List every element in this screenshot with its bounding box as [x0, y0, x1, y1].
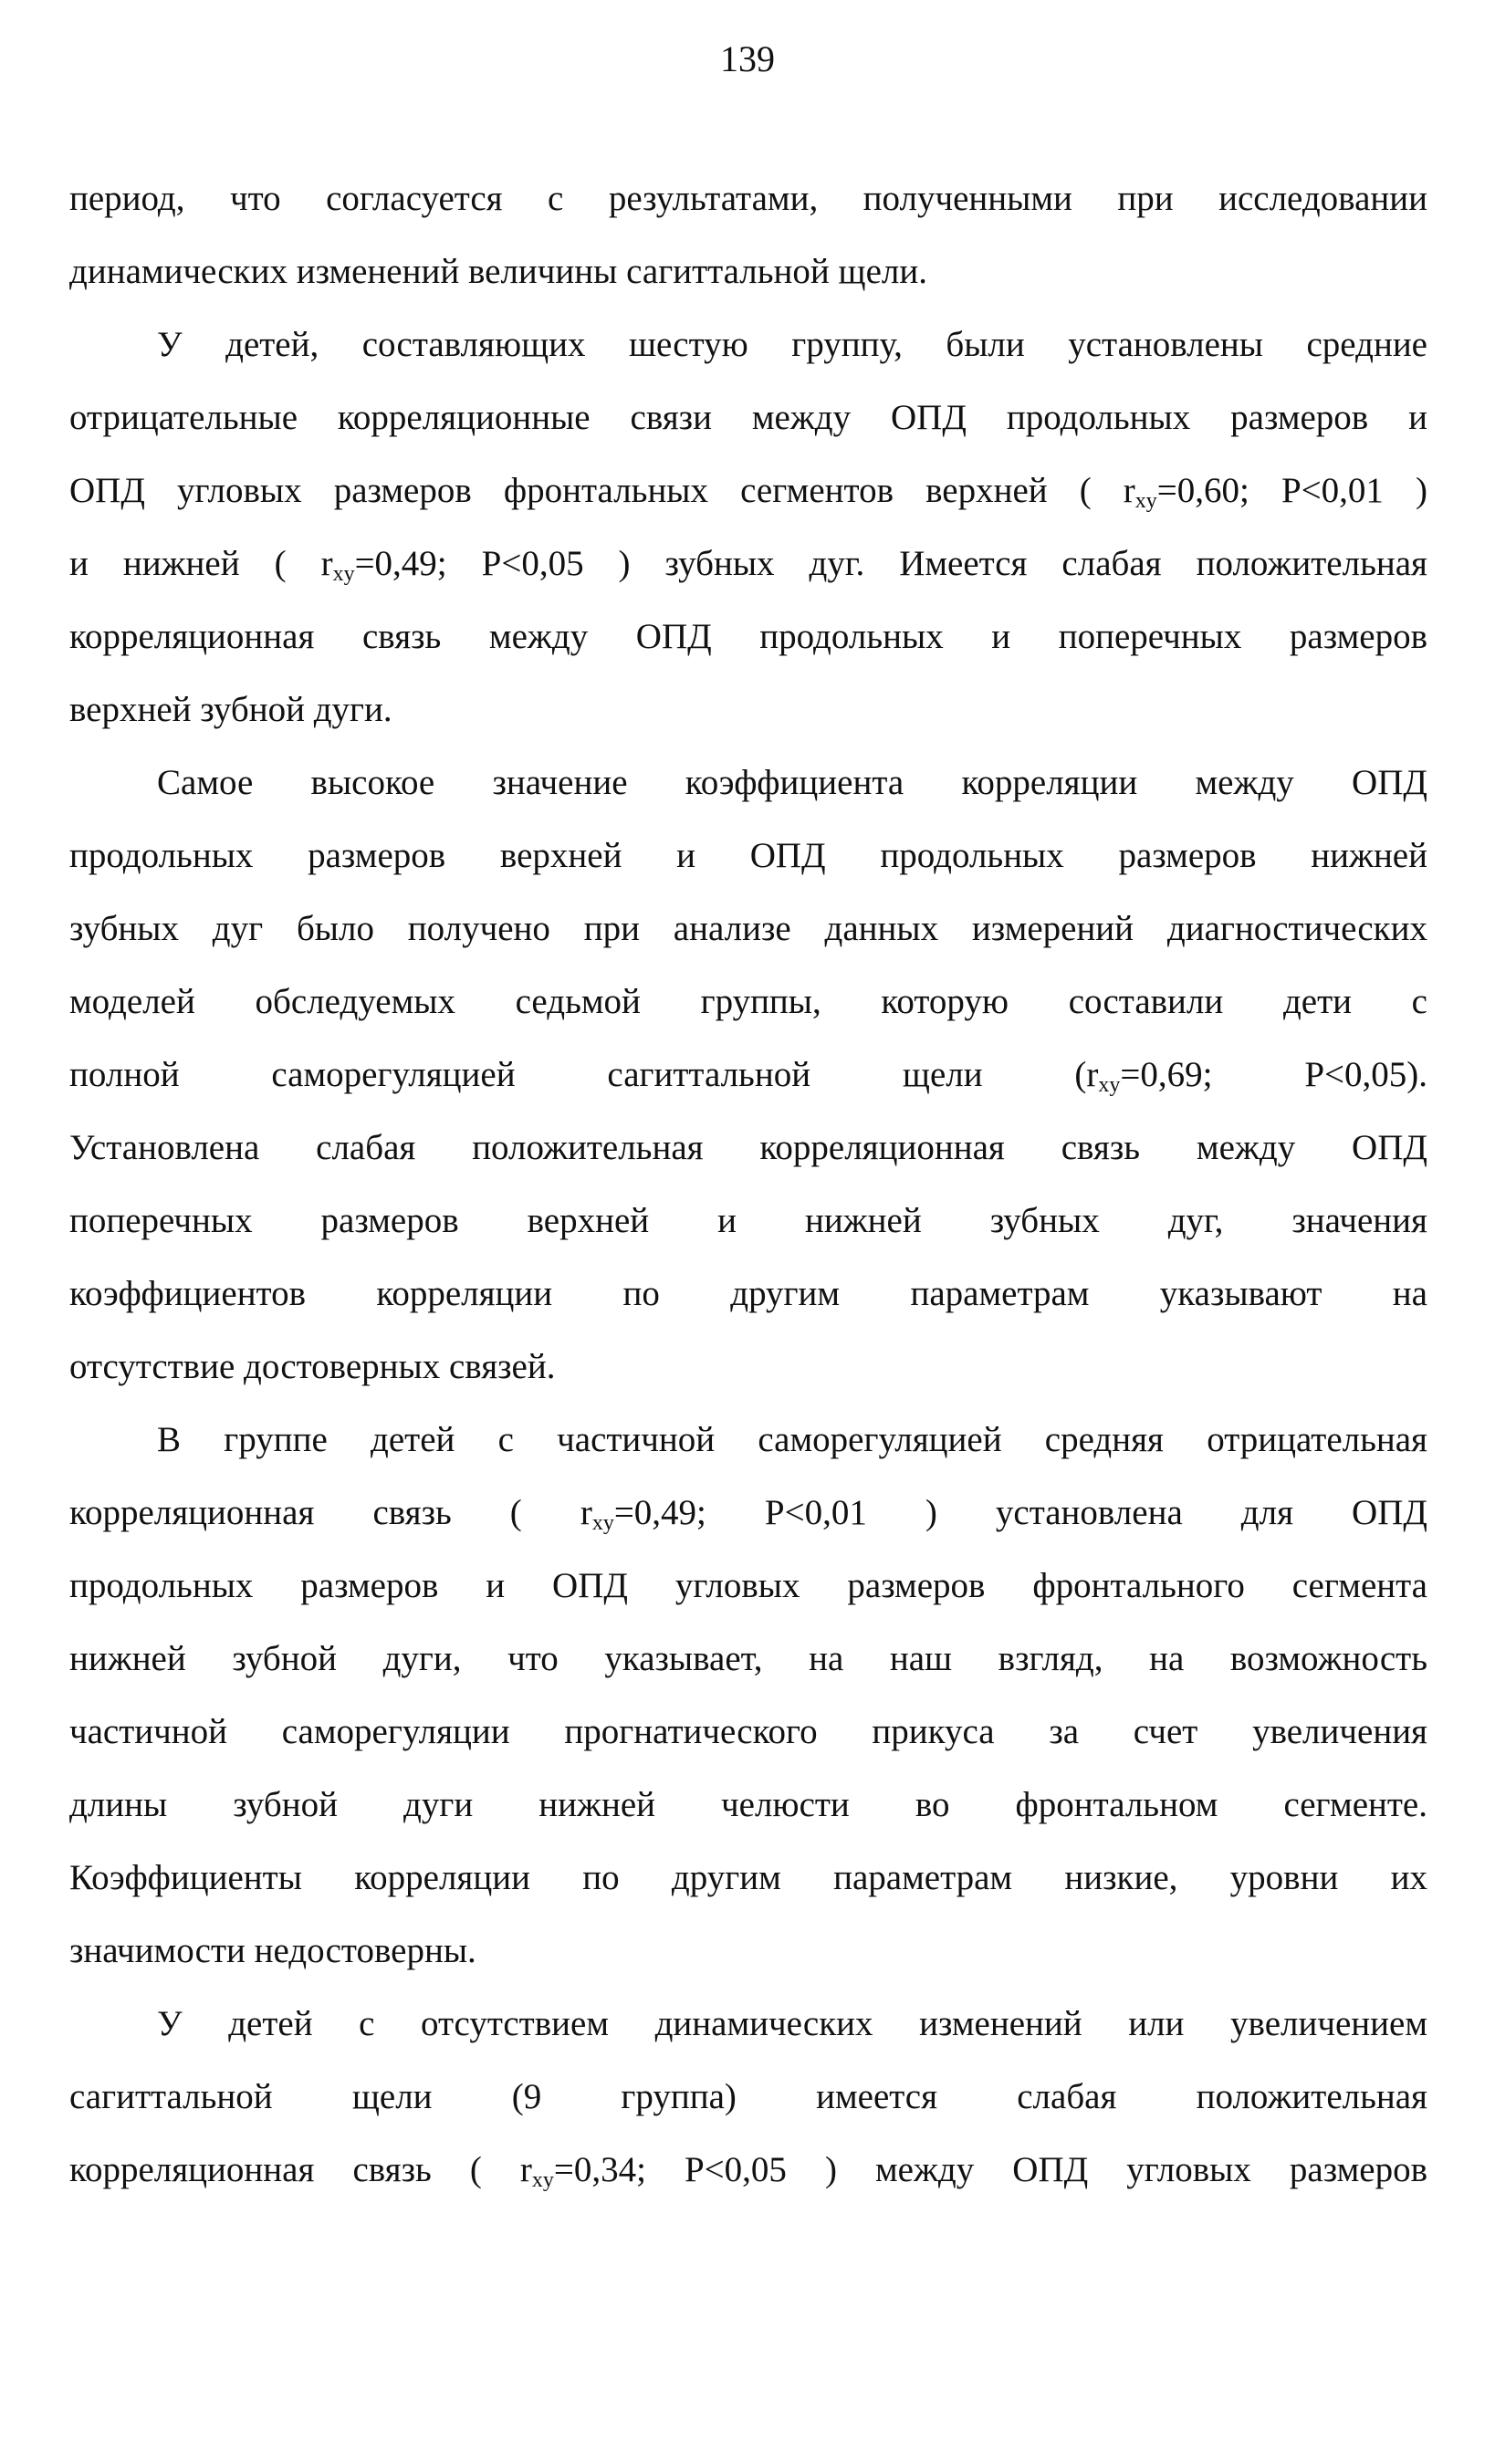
text-line: частичной саморегуляции прогнатического прикуса за счет увеличения — [69, 1712, 1427, 1751]
subscript: xy — [591, 1511, 614, 1535]
text-line: У детей с отсутствием динамических изменений или увеличением — [157, 2004, 1427, 2043]
text-segment: =0,49; P<0,05 ) зубных дуг. Имеется слабая положительная — [354, 544, 1427, 583]
text-line — [69, 2134, 1427, 2207]
text-line: У детей, составляющих шестую группу, были установлены средние — [157, 325, 1427, 364]
body-text — [69, 162, 1427, 2207]
text-line: Коэффициенты корреляции по другим параметрам низкие, уровни их — [69, 1858, 1427, 1897]
text-line: продольных размеров и ОПД угловых размеров фронтального сегмента — [69, 1566, 1427, 1605]
subscript: xy — [531, 2168, 554, 2192]
text-line: период, что согласуется с результатами, полученными при исследовании — [69, 179, 1427, 218]
subscript: xy — [332, 562, 355, 586]
text-segment: и нижней ( r — [69, 544, 333, 583]
subscript: xy — [1098, 1073, 1121, 1097]
text-line: отсутствие достоверных связей. — [69, 1347, 556, 1386]
text-line: зубных дуг было получено при анализе данных измерений диагностических — [69, 909, 1427, 948]
text-segment: полной саморегуляцией сагиттальной щели (r — [69, 1055, 1099, 1094]
text-segment: =0,60; P<0,01 ) — [1156, 471, 1427, 510]
text-line: Установлена слабая положительная корреляционная связь между ОПД — [69, 1128, 1427, 1167]
text-line: Самое высокое значение коэффициента корреляции между ОПД — [157, 763, 1427, 802]
text-line: значимости недостоверны. — [69, 1931, 476, 1970]
text-segment: =0,69; P<0,05). — [1120, 1055, 1427, 1094]
text-line — [69, 527, 1427, 600]
text-segment: =0,34; P<0,05 ) между ОПД угловых размеров — [553, 2150, 1427, 2189]
text-line: нижней зубной дуги, что указывает, на наш взгляд, на возможность — [69, 1639, 1427, 1678]
text-segment: корреляционная связь ( r — [69, 1493, 592, 1532]
text-line: коэффициентов корреляции по другим параметрам указывают на — [69, 1274, 1427, 1313]
text-segment: =0,49; P<0,01 ) установлена для ОПД — [613, 1493, 1427, 1532]
text-line: продольных размеров верхней и ОПД продольных размеров нижней — [69, 836, 1427, 875]
subscript: xy — [1134, 489, 1157, 513]
text-segment: ОПД угловых размеров фронтальных сегментов верхней ( r — [69, 471, 1135, 510]
page-number: 139 — [720, 38, 775, 79]
text-line: верхней зубной дуги. — [69, 690, 392, 729]
text-line: сагиттальной щели (9 группа) имеется слабая положительная — [69, 2077, 1427, 2116]
text-line: отрицательные корреляционные связи между ОПД продольных размеров и — [69, 398, 1427, 437]
text-line: корреляционная связь между ОПД продольных и поперечных размеров — [69, 617, 1427, 656]
text-line: В группе детей с частичной саморегуляцией средняя отрицательная — [157, 1420, 1427, 1459]
text-line — [69, 1039, 1427, 1112]
text-segment: корреляционная связь ( r — [69, 2150, 532, 2189]
text-line: динамических изменений величины сагиттальной щели. — [69, 252, 927, 291]
text-line: моделей обследуемых седьмой группы, которую составили дети с — [69, 982, 1427, 1021]
text-line: поперечных размеров верхней и нижней зубных дуг, значения — [69, 1201, 1427, 1240]
text-line: длины зубной дуги нижней челюсти во фронтальном сегменте. — [69, 1785, 1427, 1824]
text-line — [69, 1477, 1427, 1550]
text-line — [69, 454, 1427, 527]
